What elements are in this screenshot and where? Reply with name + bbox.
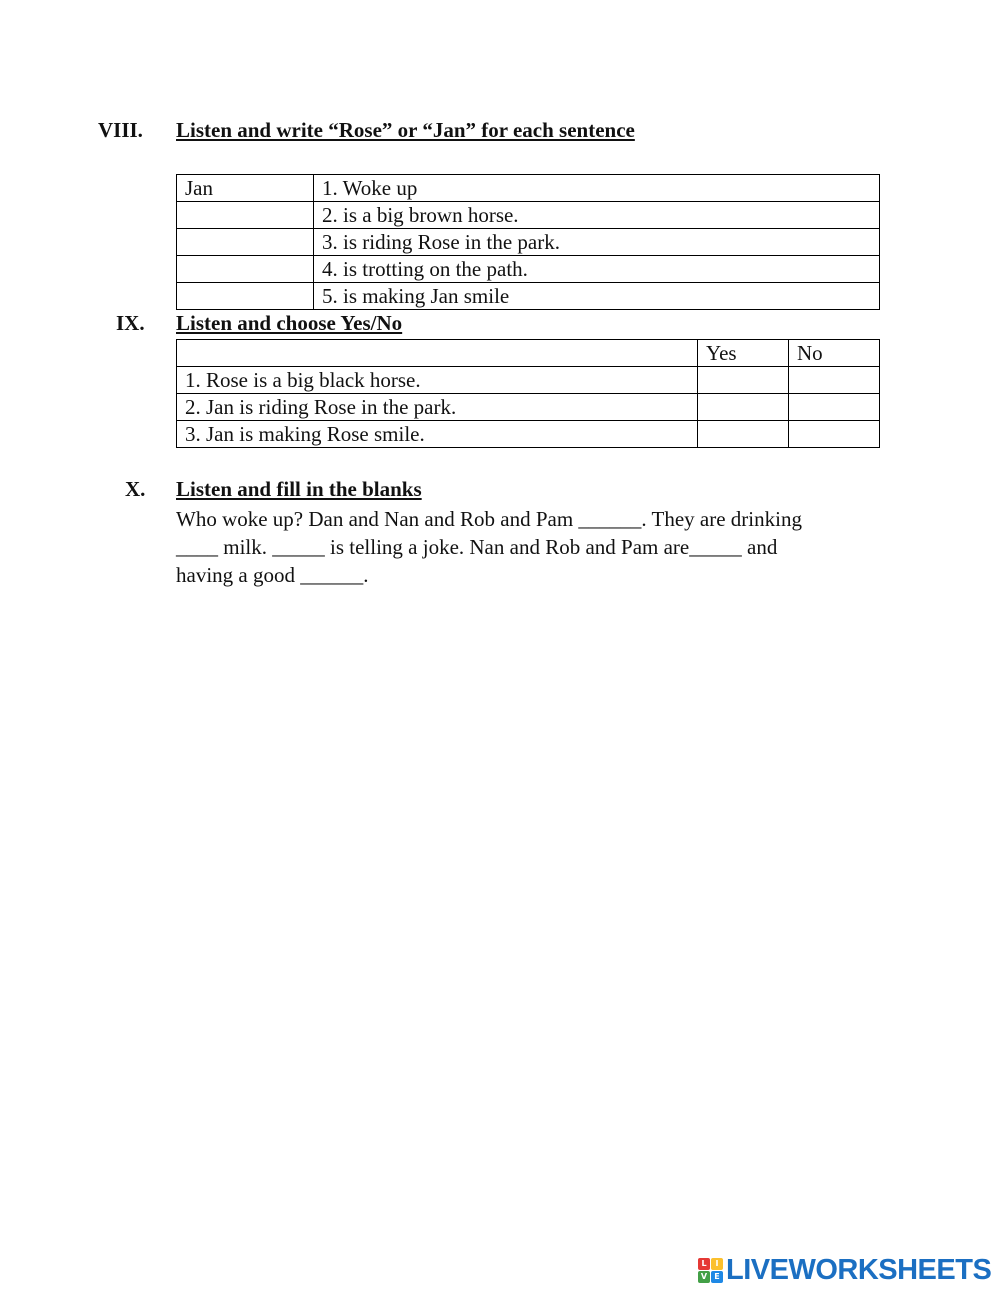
logo-blocks-icon: [698, 1258, 723, 1283]
section-10-number: X.: [125, 477, 146, 501]
no-cell[interactable]: [789, 421, 880, 448]
paragraph-line: Who woke up? Dan and Nan and Rob and Pam ______. They are drinking: [176, 507, 802, 531]
logo-text: LIVEWORKSHEETS: [726, 1254, 992, 1286]
sentence-cell: 3. is riding Rose in the park.: [314, 229, 880, 256]
header-yes: Yes: [698, 340, 789, 367]
answer-cell[interactable]: [177, 202, 314, 229]
logo-block: E: [711, 1271, 723, 1283]
section-10-title: Listen and fill in the blanks: [176, 477, 422, 501]
answer-cell[interactable]: [177, 283, 314, 310]
table-row: [177, 421, 880, 448]
paragraph-line: ____ milk. _____ is telling a joke. Nan and Rob and Pam are_____ and: [176, 535, 778, 559]
table-row: [177, 175, 880, 202]
logo-block: V: [698, 1271, 710, 1283]
rose-jan-table: [176, 174, 880, 310]
section-9-number: IX.: [116, 311, 145, 335]
table-header-row: [177, 340, 880, 367]
header-blank: [177, 340, 698, 367]
yes-cell[interactable]: [698, 421, 789, 448]
no-cell[interactable]: [789, 394, 880, 421]
table-row: [177, 367, 880, 394]
table-row: [177, 229, 880, 256]
yes-no-table: [176, 339, 880, 448]
table-row: [177, 256, 880, 283]
paragraph-line: having a good ______.: [176, 563, 369, 587]
answer-cell[interactable]: Jan: [177, 175, 314, 202]
section-8-number: VIII.: [98, 118, 143, 142]
answer-cell[interactable]: [177, 256, 314, 283]
sentence-cell: 1. Woke up: [314, 175, 880, 202]
header-no: No: [789, 340, 880, 367]
sentence-cell: 4. is trotting on the path.: [314, 256, 880, 283]
logo-block: I: [711, 1258, 723, 1270]
yes-cell[interactable]: [698, 367, 789, 394]
table-row: [177, 283, 880, 310]
answer-cell[interactable]: [177, 229, 314, 256]
fill-blanks-paragraph: [176, 505, 876, 589]
no-cell[interactable]: [789, 367, 880, 394]
statement-cell: 3. Jan is making Rose smile.: [177, 421, 698, 448]
section-8-title: Listen and write “Rose” or “Jan” for each sentence: [176, 118, 635, 142]
yes-cell[interactable]: [698, 394, 789, 421]
statement-cell: 1. Rose is a big black horse.: [177, 367, 698, 394]
statement-cell: 2. Jan is riding Rose in the park.: [177, 394, 698, 421]
sentence-cell: 5. is making Jan smile: [314, 283, 880, 310]
section-9-title: Listen and choose Yes/No: [176, 311, 403, 335]
sentence-cell: 2. is a big brown horse.: [314, 202, 880, 229]
liveworksheets-logo: [698, 1254, 991, 1287]
logo-block: L: [698, 1258, 710, 1270]
table-row: [177, 394, 880, 421]
table-row: [177, 202, 880, 229]
